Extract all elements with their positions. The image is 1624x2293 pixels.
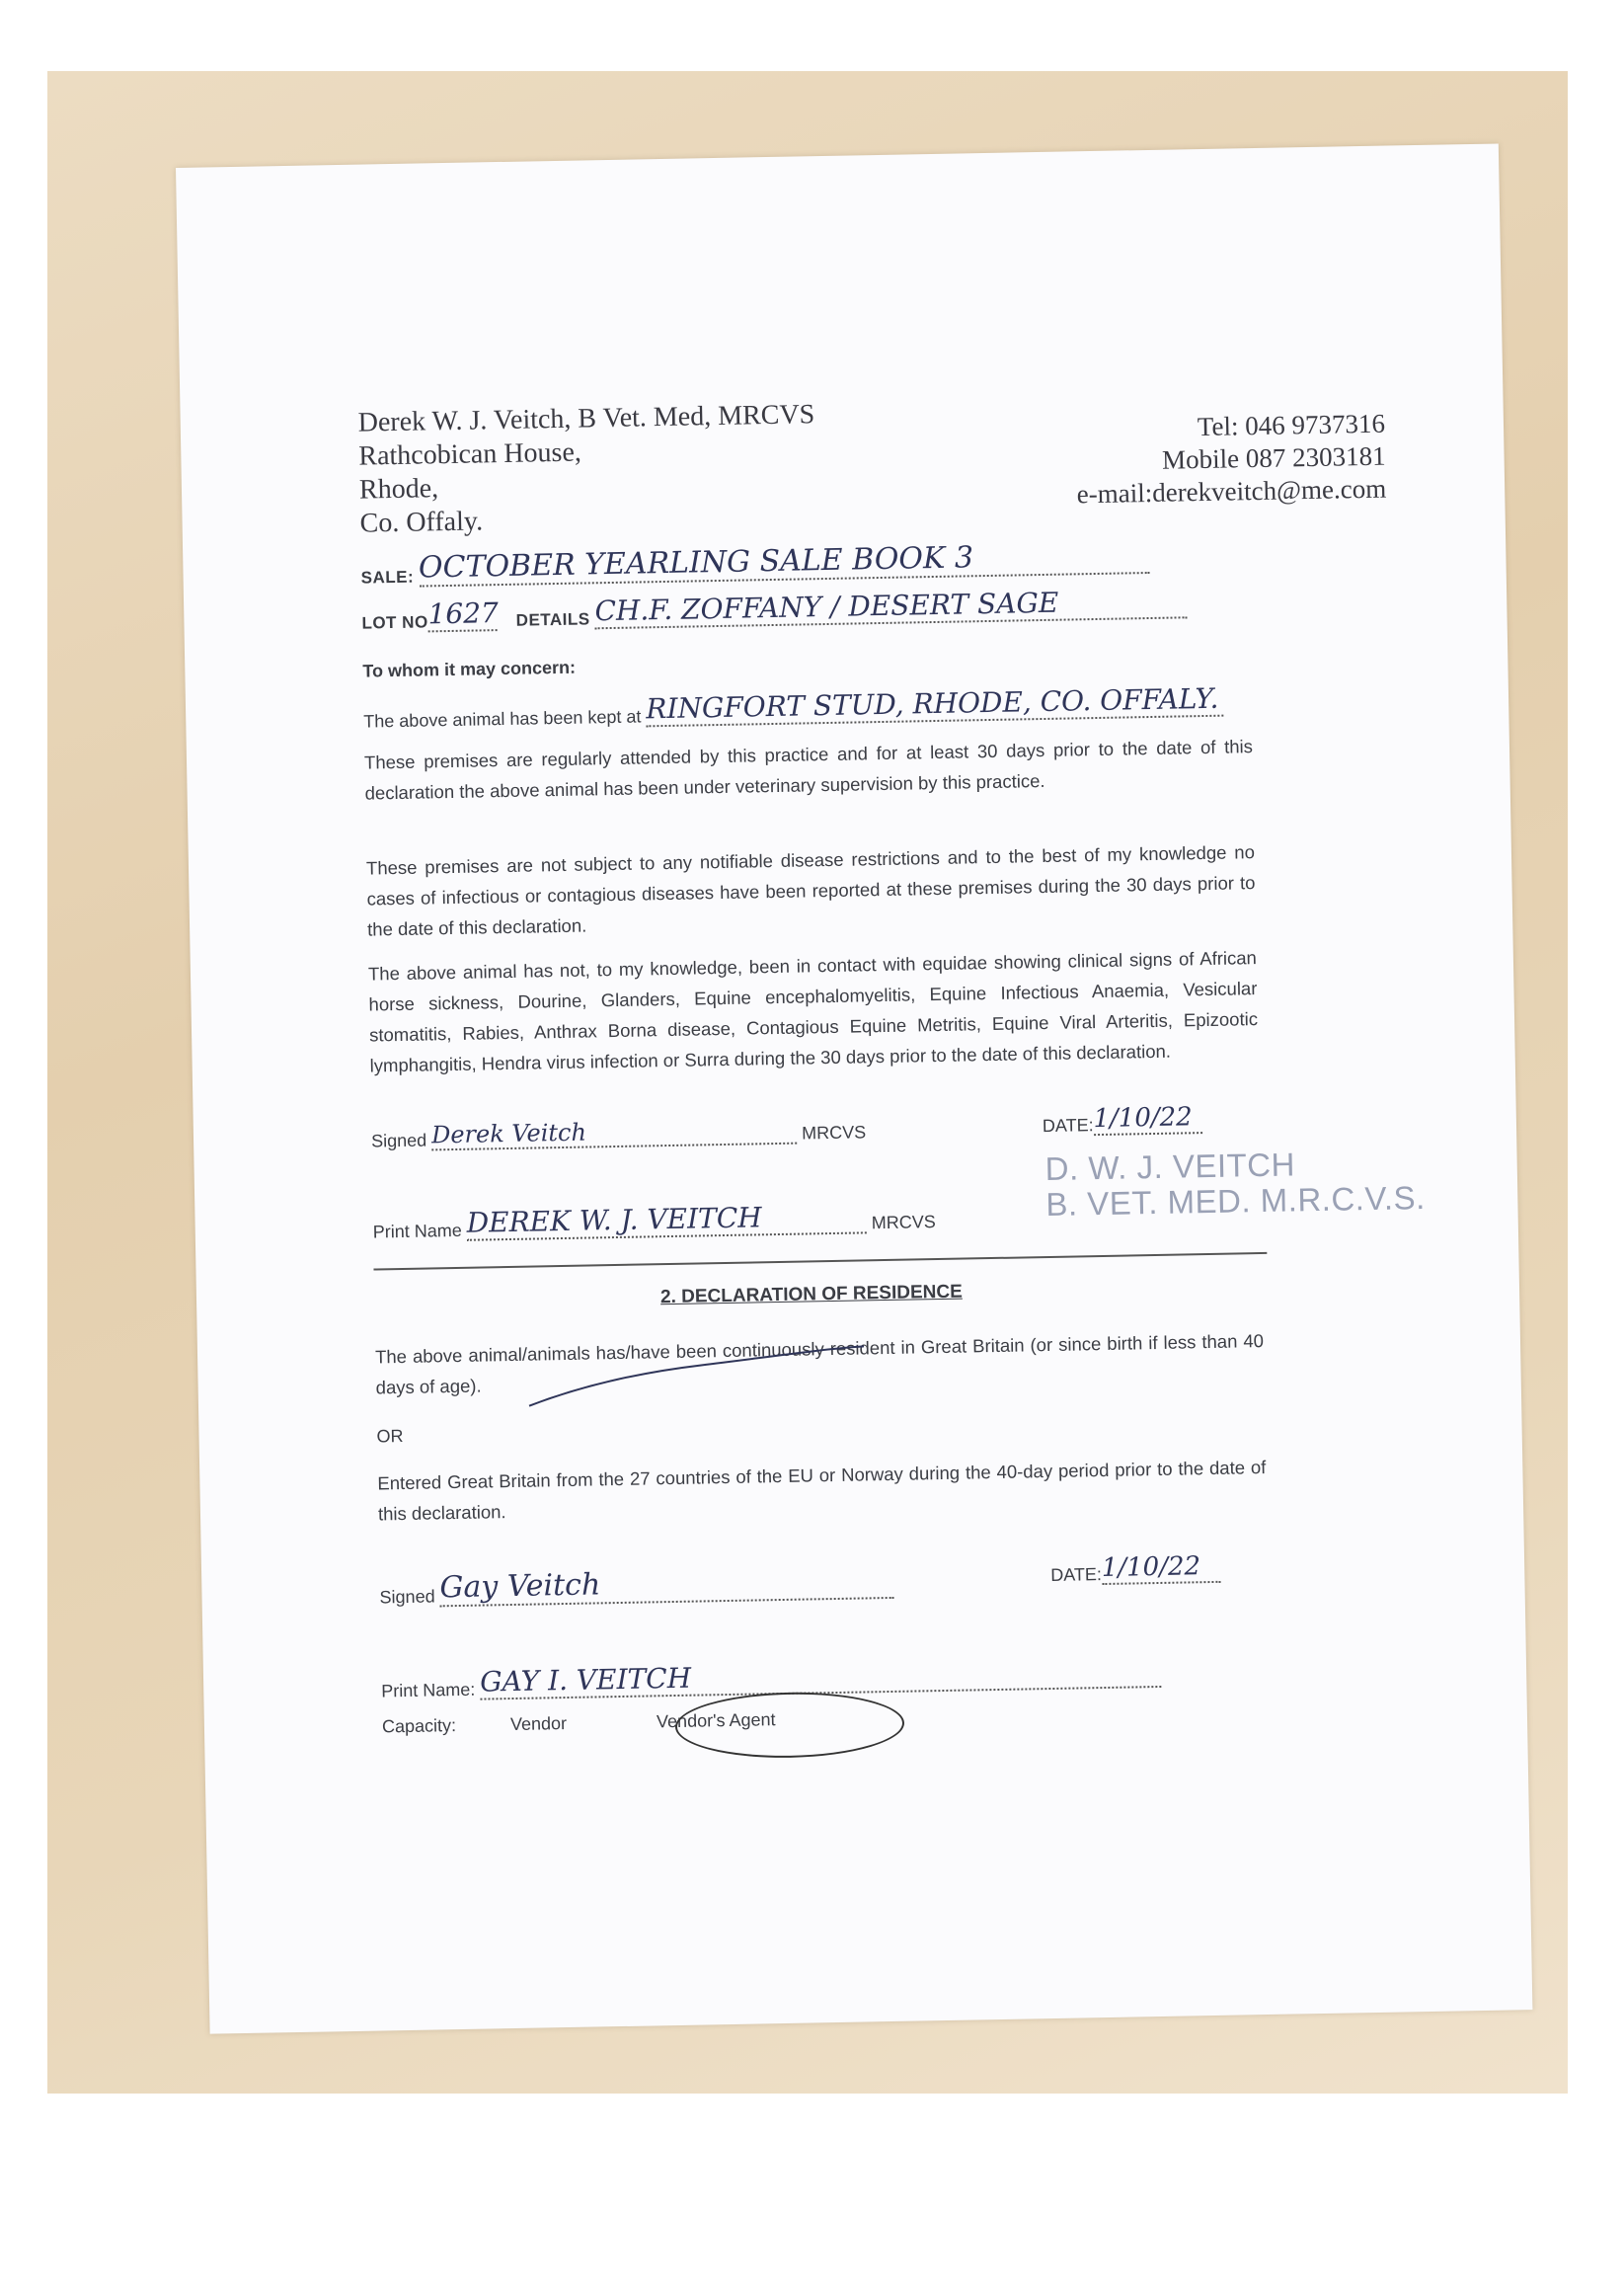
- res-signed-row: [379, 1562, 894, 1609]
- tel: Tel: 046 9737316: [1197, 408, 1386, 442]
- residence-paragraph-1: The above animal/animals has/have been continuously resident in Great Britain (or since birth if less than 40 days of age).: [374, 1330, 1265, 1398]
- paragraph-supervision: These premises are regularly attended by this practice and for at least 30 days prior to the date of this declaration the above animal has been under veterinary supervision by this practice.: [363, 736, 1254, 804]
- res-date-label: DATE:: [1050, 1564, 1103, 1585]
- vet-print-name-value: DEREK W. J. VEITCH: [466, 1199, 867, 1240]
- res-print-name-label: Print Name:: [381, 1679, 476, 1701]
- lot-value: 1627: [427, 596, 500, 631]
- to-whom-heading: To whom it may concern:: [362, 657, 577, 681]
- residence-title: 2. DECLARATION OF RESIDENCE: [659, 1281, 963, 1308]
- sale-label: SALE:: [360, 567, 415, 588]
- email: e-mail:derekveitch@me.com: [1076, 473, 1387, 510]
- sale-value: OCTOBER YEARLING SALE BOOK 3: [419, 537, 1150, 588]
- address-line-3: Co. Offaly.: [359, 506, 484, 539]
- capacity-vendor: Vendor: [509, 1713, 568, 1735]
- vet-print-mrcvs-label: MRCVS: [871, 1212, 936, 1233]
- kept-at-value: RINGFORT STUD, RHODE, CO. OFFALY.: [646, 682, 1224, 728]
- details-value: CH.F. ZOFFANY / DESERT SAGE: [594, 584, 1188, 629]
- strike-scribble: [523, 1340, 870, 1415]
- vet-date-row: [1043, 1102, 1202, 1137]
- address-line-1: Rathcobican House,: [358, 436, 582, 472]
- sale-row: [360, 537, 1149, 589]
- vet-signed-label: Signed: [370, 1130, 427, 1151]
- capacity-vendors-agent: Vendor's Agent: [656, 1709, 776, 1732]
- res-date-value: 1/10/22: [1102, 1551, 1221, 1585]
- lot-label: LOT NO: [361, 612, 428, 633]
- paragraph-diseases: The above animal has not, to my knowledge, been in contact with equidae showing clinical signs of African horse sickness, Dourine, Glanders, Equine encephalomyelitis, Equine Infectious Anaemia, Vesicular stomatitis, Rabies, Anthrax Borna disease, Contagious Equine Metritis, Equine Viral Arteritis, Epizootic lymphangitis, Hendra virus infection or Surra during the 30 days prior to the date of this declaration.: [367, 947, 1259, 1076]
- address-line-2: Rhode,: [358, 473, 439, 506]
- certificate-paper: [176, 143, 1532, 2033]
- section-divider: [373, 1252, 1267, 1271]
- or-label: OR: [376, 1425, 404, 1447]
- vet-signature: Derek Veitch: [431, 1115, 797, 1151]
- kept-at-label: The above animal has been kept at: [363, 706, 642, 732]
- capacity-label: Capacity:: [381, 1715, 457, 1737]
- details-label: DETAILS: [515, 609, 590, 630]
- stamp-line-1: D. W. J. VEITCH: [1044, 1146, 1296, 1188]
- practice-address: [357, 398, 816, 540]
- vet-signed-row: [371, 1113, 867, 1151]
- stamp-line-2: B. VET. MED. M.R.C.V.S.: [1045, 1178, 1427, 1224]
- vet-date-value: 1/10/22: [1093, 1102, 1202, 1136]
- kept-at-row: [363, 682, 1224, 733]
- lot-row: [361, 584, 1188, 633]
- mobile: Mobile 087 2303181: [1161, 440, 1386, 475]
- capacity-circle-mark: [674, 1691, 904, 1760]
- res-signed-label: Signed: [379, 1586, 435, 1608]
- practice-name: Derek W. J. Veitch, B Vet. Med, MRCVS: [357, 399, 815, 438]
- vet-print-name-label: Print Name: [372, 1220, 462, 1242]
- res-date-row: [1050, 1551, 1220, 1586]
- vet-print-name-row: [372, 1198, 936, 1242]
- paragraph-restrictions: These premises are not subject to any notifiable disease restrictions and to the best of my knowledge no cases of infectious or contagious diseases have been reported at these premises during the 30 days prior to the date of this declaration.: [365, 841, 1256, 940]
- practice-contact: [832, 408, 1387, 515]
- vet-mrcvs-label: MRCVS: [801, 1122, 867, 1144]
- residence-paragraph-2: Entered Great Britain from the 27 countries of the EU or Norway during the 40-day period prior to the date of this declaration.: [377, 1456, 1267, 1525]
- res-signature: Gay Veitch: [439, 1562, 894, 1607]
- res-print-name-value: GAY I. VEITCH: [480, 1653, 1162, 1700]
- vet-stamp: [1044, 1145, 1426, 1223]
- vet-date-label: DATE:: [1042, 1115, 1094, 1137]
